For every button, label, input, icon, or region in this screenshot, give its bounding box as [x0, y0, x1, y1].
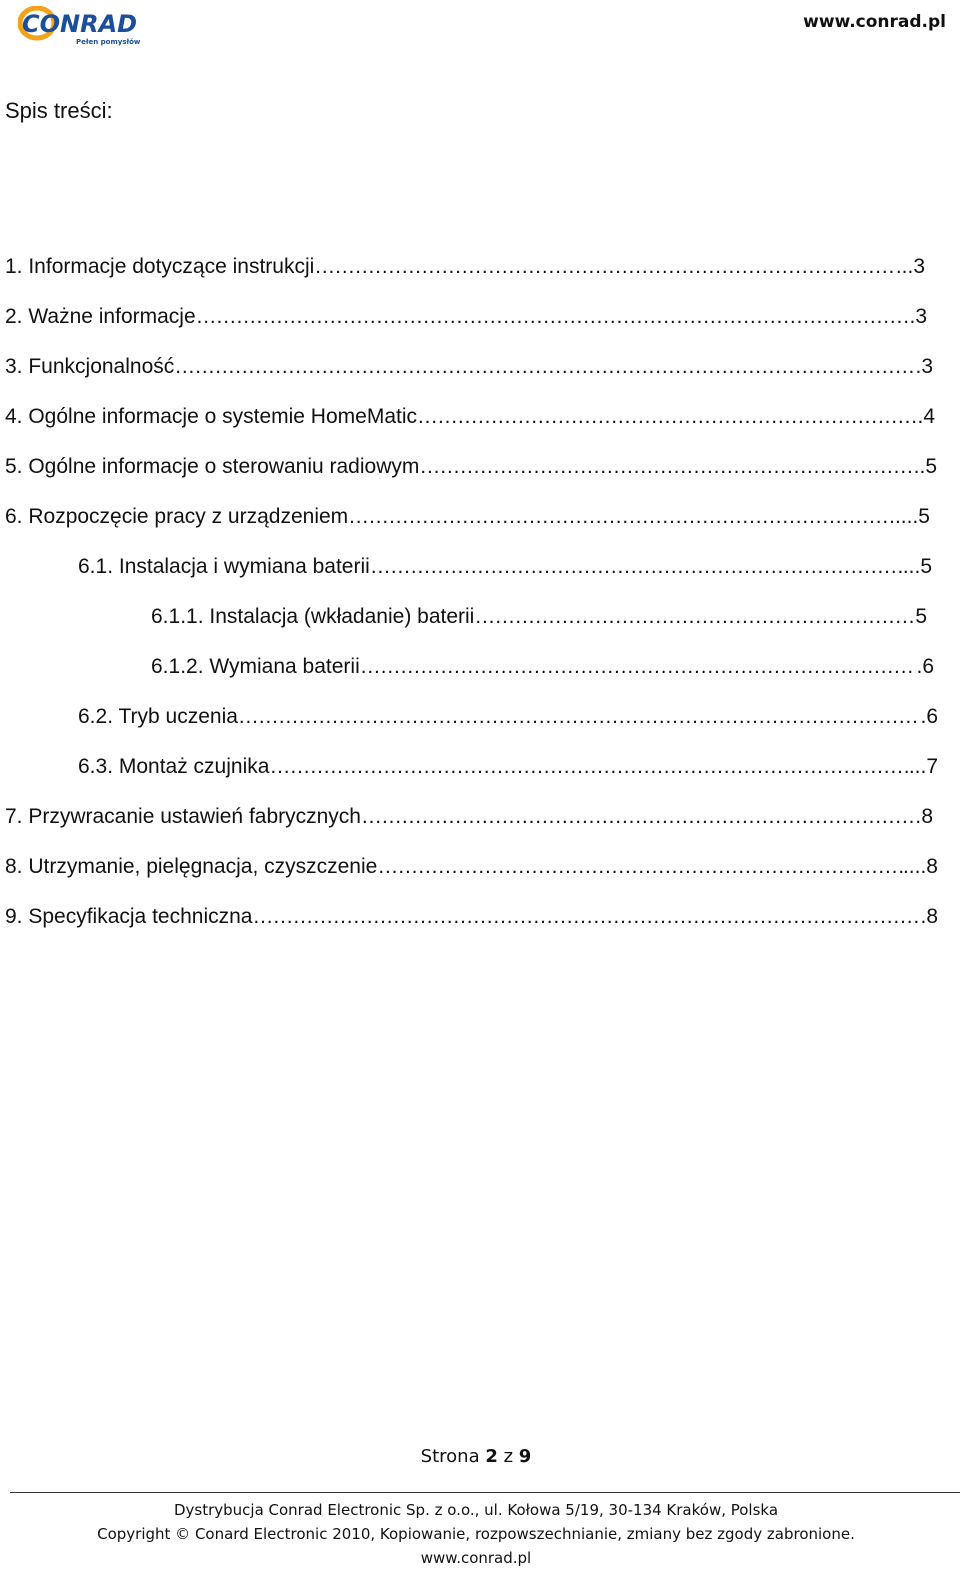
toc-entry-7: [5, 802, 933, 832]
toc-entry-leader: [474, 602, 915, 632]
header-site-url: www.conrad.pl: [803, 12, 946, 32]
toc-entry-page: .5: [919, 455, 937, 478]
logo-tagline: Pełen pomysłów: [76, 38, 141, 46]
toc-entry-leader: [348, 502, 895, 532]
toc-entry-label: 6.3. Montaż czujnika: [78, 755, 270, 778]
toc-entry-leader: [361, 802, 921, 832]
page-number-current: 2: [485, 1446, 498, 1467]
toc-entry-leader: [377, 852, 903, 882]
toc-entry-label: 6. Rozpoczęcie pracy z urządzeniem: [5, 505, 349, 528]
toc-entry-6-1-2: [151, 652, 934, 682]
toc-entry-leader: [252, 902, 920, 932]
toc-entry-page: 8: [921, 805, 933, 828]
toc-entry-2: [5, 302, 927, 332]
page-number: [0, 1446, 952, 1467]
toc-entry-5: [5, 452, 937, 482]
toc-entry-page: ...5: [902, 555, 932, 578]
toc-entry-label: 6.2. Tryb uczenia: [78, 705, 238, 728]
toc-entry-page: .8: [920, 905, 938, 928]
toc-entry-label: 3. Funkcjonalność: [5, 355, 175, 378]
toc-entry-8: [5, 852, 938, 882]
toc-entry-page: .4: [917, 405, 935, 428]
toc-entry-6: [5, 502, 930, 532]
toc-entry-page: .6: [916, 655, 934, 678]
toc-entry-page: ....8: [902, 855, 938, 878]
toc-entry-1: [5, 252, 925, 282]
toc-entry-label: 6.1.2. Wymiana baterii: [151, 655, 360, 678]
toc-entry-page: .3: [915, 355, 933, 378]
toc-entry-9: [5, 902, 938, 932]
toc-entry-leader: [269, 752, 908, 782]
footer-url: www.conrad.pl: [420, 1549, 532, 1567]
toc-entry-leader: [370, 552, 903, 582]
toc-entry-label: 6.1.1. Instalacja (wkładanie) baterii: [151, 605, 475, 628]
page-number-separator: z: [503, 1446, 514, 1467]
toc-entry-6-2: [78, 702, 938, 732]
toc-entry-6-1: [78, 552, 932, 582]
toc-entry-page: .3: [909, 305, 927, 328]
toc-entry-4: [5, 402, 935, 432]
toc-entry-label: 7. Przywracanie ustawień fabrycznych: [5, 805, 361, 828]
toc-entry-label: 1. Informacje dotyczące instrukcji: [5, 255, 315, 278]
toc-entry-leader: [174, 352, 915, 382]
toc-entry-page: .6: [920, 705, 938, 728]
toc-entry-label: 2. Ważne informacje: [5, 305, 196, 328]
toc-entry-leader: [238, 702, 921, 732]
toc-entry-page: ...3: [895, 255, 925, 278]
page-number-total: 9: [518, 1446, 532, 1467]
toc-entry-label: 4. Ogólne informacje o systemie HomeMatic: [5, 405, 417, 428]
toc-entry-label: 5. Ogólne informacje o sterowaniu radiowym: [5, 455, 420, 478]
toc-entry-leader: [360, 652, 917, 682]
toc-entry-page: 5: [915, 605, 927, 628]
toc-entry-label: 9. Specyfikacja techniczna: [5, 905, 253, 928]
conrad-logo: [18, 6, 142, 46]
footer-distributor: Dystrybucja Conrad Electronic Sp. z o.o., ul. Kołowa 5/19, 30-134 Kraków, Polska: [173, 1501, 779, 1519]
toc-entry-6-3: [78, 752, 938, 782]
toc-entry-page: ....5: [894, 505, 930, 528]
toc-entry-label: 6.1. Instalacja i wymiana baterii: [78, 555, 370, 578]
toc-entry-leader: [419, 452, 919, 482]
page-number-prefix: Strona: [420, 1446, 480, 1467]
toc-entry-leader: [417, 402, 917, 432]
toc-title: Spis treści:: [5, 98, 113, 123]
footer-divider: [10, 1492, 960, 1493]
toc-entry-leader: [314, 252, 896, 282]
logo-wordmark: CONRAD: [22, 10, 138, 38]
toc-entry-6-1-1: [151, 602, 927, 632]
toc-entry-3: [5, 352, 933, 382]
toc-entry-leader: [196, 302, 910, 332]
footer-copyright: Copyright © Conard Electronic 2010, Kopiowanie, rozpowszechnianie, zmiany bez zgody zabronione.: [97, 1525, 855, 1543]
toc-entry-label: 8. Utrzymanie, pielęgnacja, czyszczenie: [5, 855, 378, 878]
toc-entry-page: ...7: [908, 755, 938, 778]
